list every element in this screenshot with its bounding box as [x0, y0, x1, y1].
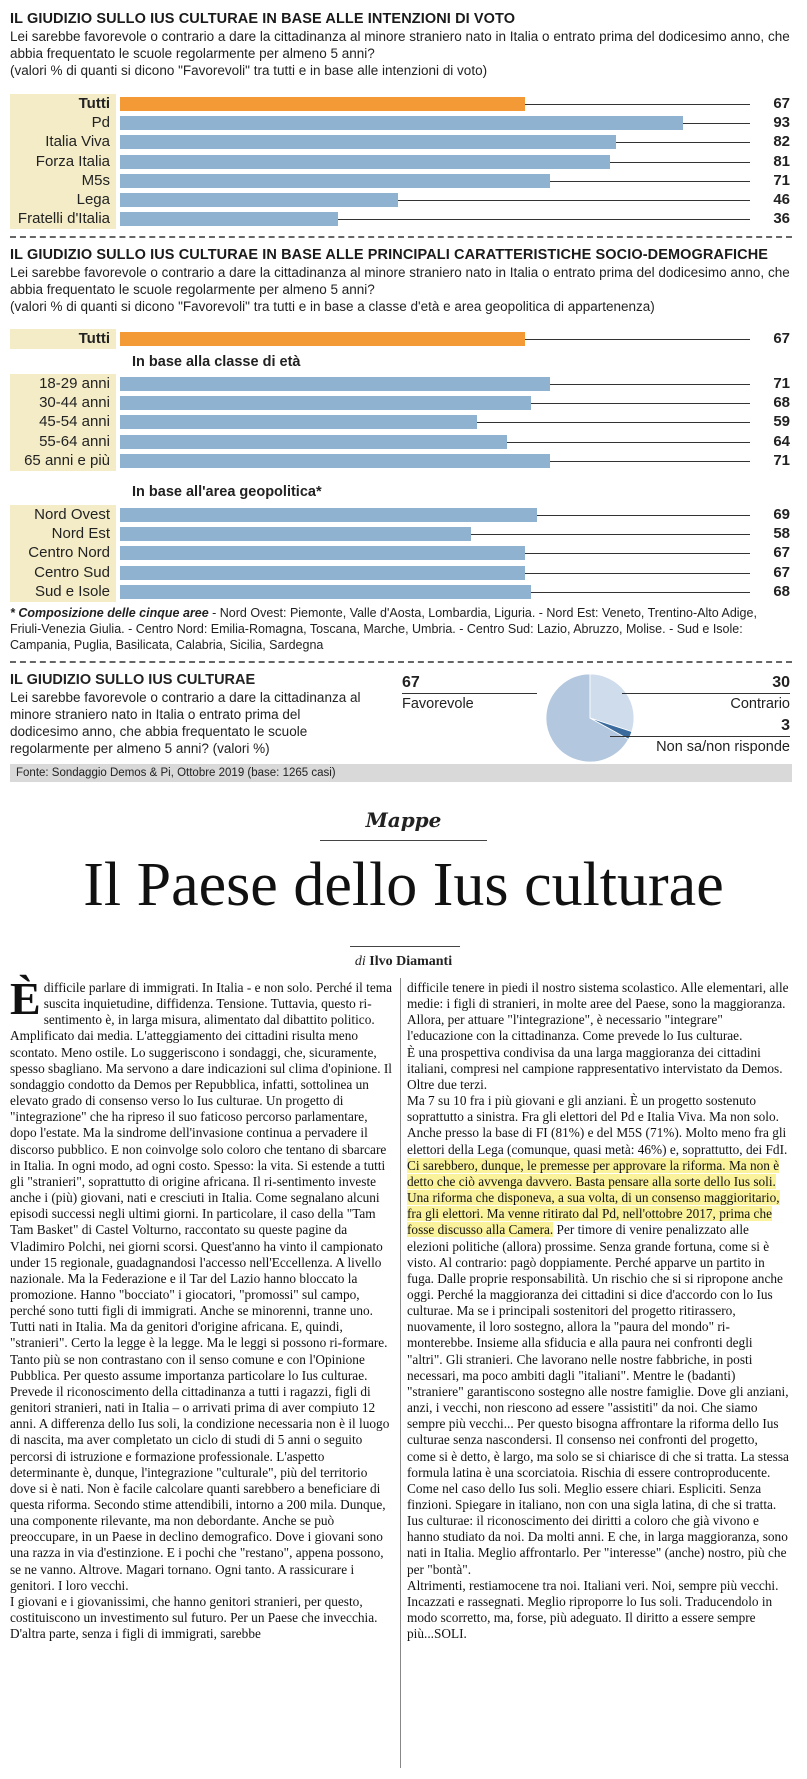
pie-chart [535, 672, 645, 764]
chart2-area-value-0: 69 [773, 506, 790, 523]
chart1-row-3 [10, 152, 790, 172]
divider-1 [10, 236, 792, 238]
byline-author: Ilvo Diamanti [369, 954, 453, 969]
chart1-label-6: Fratelli d'Italia [10, 209, 116, 229]
chart2-title: IL GIUDIZIO SULLO IUS CULTURAE IN BASE ALLE PRINCIPALI CARATTERISTICHE SOCIO-DEMOGRAFICHE [10, 247, 769, 263]
chart1-bar-6 [120, 212, 338, 226]
chart2-area-row-2 [10, 543, 790, 563]
chart2-area-row-1 [10, 524, 790, 544]
col1-paragraph-1 [10, 973, 393, 1594]
chart2-age-row-3 [10, 432, 790, 452]
chart2-area-value-3: 67 [773, 563, 790, 581]
pie-leader-nonsa [610, 736, 790, 737]
chart2-area-bar-0 [120, 508, 537, 522]
chart2-age-bar-3 [120, 435, 507, 449]
pie-value-nonsa: 3 [781, 717, 790, 734]
chart2-area-label-1: Nord Est [10, 524, 116, 544]
chart1-row-5 [10, 190, 790, 210]
chart2-age-row-0 [10, 374, 790, 394]
chart1-value-0: 67 [773, 95, 790, 112]
chart3-text [10, 672, 370, 757]
chart2-total-bar-0 [120, 332, 525, 346]
areas-footnote [10, 605, 790, 653]
chart2-age-row-4 [10, 451, 790, 471]
chart2-area-bar-1 [120, 527, 471, 541]
pie-label-favorevole: Favorevole [402, 696, 474, 712]
chart1-leader-6 [338, 219, 750, 220]
chart-pie-overall [10, 672, 792, 764]
chart2-area-row-3 [10, 563, 790, 583]
chart2-age-value-0: 71 [773, 375, 790, 392]
chart1-bar-3 [120, 155, 610, 169]
chart2-area-label-4: Sud e Isole [10, 582, 116, 602]
pie-label-contrario: Contrario [730, 696, 790, 712]
area-group-title: In base all'area geopolitica* [132, 484, 322, 500]
chart2-area-bar-2 [120, 546, 525, 560]
byline-prefix: di [354, 954, 366, 969]
column-rule [400, 978, 401, 1768]
chart1-value-5: 46 [773, 191, 790, 208]
chart1-row-6 [10, 209, 790, 229]
pie-label-nonsa: Non sa/non risponde [656, 739, 790, 755]
chart2-area-leader-0 [537, 515, 750, 516]
pie-value-favorevole: 67 [402, 674, 420, 691]
chart1-leader-0 [525, 104, 750, 105]
chart2-age-label-3: 55-64 anni [10, 432, 116, 452]
chart1-bar-5 [120, 193, 398, 207]
chart2-area-value-2: 67 [773, 544, 790, 562]
drop-cap: È [10, 973, 41, 1024]
chart2-age-value-2: 59 [773, 413, 790, 431]
chart1-row-2 [10, 132, 790, 152]
chart2-area-bar-3 [120, 566, 525, 580]
chart2-question: Lei sarebbe favorevole o contrario a dare la cittadinanza al minore straniero nato in Italia o entrato prima del dodicesimo anno, che abbia frequentato le scuole regolarmente per almeno 5 anni? [10, 265, 790, 297]
pie-leader-contrario [622, 693, 790, 694]
col2-p4-text: Per timore di venire penalizzato alle elezioni politiche (allora) prossime. Senza grande fortuna, come si è visto. Al contrario: pagò doppiamente. Perché apparve un partito in fuga. Dalle proprie responsabilità. Un rischio che si si ripropone anche oggi. Perché la maggioranza dei cittadini si dice d'accordo con lo Ius culturae. Ma se i principali sostenitori del progetto ritirassero, nuovamente, il loro sostegno, allora la "paura del mondo" ri-monterebbe. Insieme alla sfiducia e alla paura nei confronti degli "altri". Gli stranieri. Che lavorano nelle nostre fabbriche, in posti necessari, ma poco ambiti dagli "italiani". Mentre le (badanti) "straniere" garantiscono sostegno alle nostre famiglie. Dove gli anziani, anzi, i vecchi, non riescono ad essere "assistiti" da noi. Che siamo sempre più vecchi... Per questo bisogna affrontare la riforma dello Ius culturae senza nascondersi. Il consenso nei confronti del progetto, come si è detto, è largo, ma solo se si chiarisce di che si tratta. La stessa formula latina è una scorciatoia. Rischia di essere controproducente. Come nel caso dello Ius soli. Meglio essere chiari. Espliciti. Senza finzioni. Spiegare in italiano, non con una sigla latina, di che si tratta. Ius culturae: il riconoscimento dei diritti a coloro che già vivono e hanno studiato da noi. Da molti anni. E che, in larga maggioranza, sono nati in Italia. Meglio affrontarlo. Per "interesse" (anche) nostro, più che per "bontà". [407, 1222, 789, 1577]
chart2-area-bar-4 [120, 585, 531, 599]
chart1-label-3: Forza Italia [10, 152, 116, 172]
chart2-age-label-2: 45-54 anni [10, 412, 116, 432]
chart2-area-leader-4 [531, 592, 750, 593]
article-column-1 [10, 973, 393, 1642]
chart2-total-leader-0 [525, 339, 750, 340]
chart1-value-6: 36 [773, 210, 790, 228]
chart2-area-leader-3 [525, 573, 750, 574]
headline: Il Paese dello Ius culturae [83, 851, 724, 919]
chart1-question: Lei sarebbe favorevole o contrario a dare la cittadinanza al minore straniero nato in Italia o entrato prima del dodicesimo anno, che abbia frequentato le scuole regolarmente per almeno 5 anni? [10, 29, 790, 61]
chart1-title: IL GIUDIZIO SULLO IUS CULTURAE IN BASE ALLE INTENZIONI DI VOTO [10, 11, 516, 27]
chart1-row-4 [10, 171, 790, 191]
chart2-age-value-4: 71 [773, 451, 790, 469]
chart2-age-leader-0 [550, 384, 750, 385]
highlighted-text: Ci sarebbero, dunque, le premesse per approvare la riforma. Ma non è detto che ciò avvenga davvero. Basta pensare alla sorte dello Ius soli. Una riforma che disponeva, a sua volta, di un consenso maggioritario, fra gli elettori. Ma venne ritirato dal Pd, nell'ottobre 2017, prima che fosse discusso alla Camera. [407, 1157, 780, 1238]
chart1-bar-1 [120, 116, 683, 130]
chart2-age-row-1 [10, 393, 790, 413]
chart1-bar-4 [120, 174, 550, 188]
chart1-leader-3 [610, 162, 750, 163]
age-group-title: In base alla classe di età [132, 354, 301, 370]
chart2-age-value-1: 68 [773, 394, 790, 412]
chart2-age-label-4: 65 anni e più [10, 451, 116, 471]
chart1-leader-2 [616, 142, 750, 143]
chart1-leader-5 [398, 200, 750, 201]
chart-sociodemographic [10, 246, 790, 315]
section-kicker: Mappe [365, 808, 442, 832]
chart2-area-label-3: Centro Sud [10, 563, 116, 583]
chart1-value-2: 82 [773, 133, 790, 151]
chart2-age-bar-0 [120, 377, 550, 391]
chart2-age-bar-2 [120, 415, 477, 429]
chart1-bar-2 [120, 135, 616, 149]
col2-paragraph-2: È una prospettiva condivisa da una larga maggioranza dei cittadini italiani, compresi nel campione rappresentativo intervistato da Demos. Oltre due terzi. [407, 1044, 783, 1092]
chart-voting-intentions [10, 10, 790, 79]
col2-paragraph-3: Ma 7 su 10 fra i più giovani e gli anziani. È un progetto sostenuto soprattutto a sinistra. Fra gli elettori del Pd e Italia Viva. Ma non solo. Anche presso la base di FI (81%) e del M5S (71%). Molto meno fra gli elettori della Lega (comunque, quasi metà: 46%) e, soprattutto, dei FdI. [407, 1093, 788, 1157]
chart2-area-row-4 [10, 582, 790, 602]
chart1-row-1 [10, 113, 790, 133]
kicker-rule [320, 840, 487, 841]
chart2-age-bar-4 [120, 454, 550, 468]
chart1-note: (valori % di quanti si dicono "Favorevoli" tra tutti e in base alle intenzioni di voto) [10, 63, 488, 78]
pie-leader-favorevole [402, 693, 537, 694]
chart2-area-row-0 [10, 505, 790, 525]
byline-rule [350, 946, 460, 947]
chart2-age-leader-2 [477, 422, 750, 423]
chart2-age-bar-1 [120, 396, 531, 410]
col2-paragraph-4 [407, 1158, 789, 1578]
chart2-age-value-3: 64 [773, 432, 790, 450]
source-note: Fonte: Sondaggio Demos & Pi, Ottobre 2019 (base: 1265 casi) [10, 764, 792, 782]
chart2-age-leader-4 [550, 461, 750, 462]
chart1-label-4: M5s [10, 171, 116, 191]
chart2-area-label-2: Centro Nord [10, 543, 116, 563]
chart1-label-5: Lega [10, 190, 116, 210]
chart3-title: IL GIUDIZIO SULLO IUS CULTURAE [10, 672, 256, 688]
chart1-label-1: Pd [10, 113, 116, 133]
chart2-age-leader-3 [507, 442, 750, 443]
chart2-area-label-0: Nord Ovest [10, 505, 116, 525]
chart1-leader-1 [683, 123, 750, 124]
col1-paragraph-2: I giovani e i giovanissimi, che hanno genitori stranieri, per questo, costituiscono un investimento sul futuro. Per un Paese che invecchia. D'altra parte, senza i figli di immigrati, sarebbe [10, 1593, 378, 1642]
col2-paragraph-5: Altrimenti, restiamocene tra noi. Italiani veri. Noi, sempre più vecchi. Incazzati e rassegnati. Meglio riproporre lo Ius soli. Traducendolo in modo scorretto, ma, forse, più adeguato. Il diritto a essere sempre più...SOLI. [407, 1577, 779, 1642]
chart1-label-0: Tutti [10, 94, 116, 114]
chart2-age-label-1: 30-44 anni [10, 393, 116, 413]
chart2-age-label-0: 18-29 anni [10, 374, 116, 394]
chart1-value-1: 93 [773, 114, 790, 132]
chart2-total-value-0: 67 [773, 330, 790, 347]
chart2-area-leader-1 [471, 534, 750, 535]
chart2-area-value-1: 58 [773, 525, 790, 543]
pie-value-contrario: 30 [772, 674, 790, 691]
chart1-value-4: 71 [773, 171, 790, 189]
col1-p1-text: difficile parlare di immigrati. In Italia - e non solo. Perché il tema suscita inquietudine, diffidenza. Tensione. Tuttavia, questo ri-sentimento è, in larga misura, alimentato dal dibattito politico. Amplificato dai media. L'atteggiamento dei cittadini risulta meno scontato. Meno ostile. Lo suggeriscono i sondaggi, che, sicuramente, spesso sbagliano. Ma servono a dare indicazioni sul clima d'opinione. Il sondaggio condotto da Demos per Repubblica, infatti, sottolinea un elevato grado di consenso verso lo Ius culturae. Un progetto di "integrazione" che ha ripreso il suo faticoso percorso parlamentare, dopo l'estate. Ma la sindrome dell'invasione continua a pervadere il discorso pubblico. E non coinvolge solo coloro che tentano di sbarcare in Italia. In ogni modo, ad ogni costo. Spesso: la vita. Si estende a tutti gli "stranieri", soprattutto di origine africana. Il ri-sentimento investe anche i (più) giovani, nati e cresciuti in Italia. Come segnalano alcuni episodi successi negli ultimi giorni. In particolare, il caso della "Tam Tam Basket" di Castel Volturno, raccontato su queste pagine da Vladimiro Polchi, nei giorni scorsi. Quest'anno ha vinto il campionato under 15 regionale, guadagnandosi l'accesso nell'Eccellenza. A livello nazionale. Ma la Federazione e il Tar del Lazio hanno bloccato la promozione. Hanno "bocciato" i giocatori, "promossi" sul campo, perché sono tutti figli di immigrati. Anche se minorenni, tranne uno. Tutti nati in Italia. Ma da genitori d'origine africana. E, quindi, "stranieri". Certo la legge è la legge. Ma le leggi si possono ri-formare. Tanto più se non contrastano con il senso comune e con l'Opinione Pubblica. Per questo assume importanza particolare lo Ius culturae. Prevede il riconoscimento della cittadinanza a tutti i ragazzi, figli di genitori stranieri, nati in Italia – o arrivati prima di aver compiuto 12 anni. A differenza dello Ius soli, la condizione necessaria non è il luogo di nascita, ma aver completato un ciclo di studi di 5 anni o seguito percorsi di istruzione e formazione professionale. L'aspetto determinante è, dunque, l'integrazione "culturale", più del territorio dove si è nati. Non è facile calcolare quanti sarebbero a beneficiare di questa riforma. Secondo stime attendibili, intorno a 200 mila. Dunque, una componente rilevante, ma non debordante. Anche se può preoccupare, in un Paese in declino demografico. Dove i giovani sono una razza in via d'estinzione. E i pochi che "restano", appena possono, se ne vanno. Altrove. Magari tornano. Ogni tanto. A rassicurare i genitori. I loro vecchi. [10, 980, 393, 1593]
chart2-area-leader-2 [525, 553, 750, 554]
chart1-leader-4 [550, 181, 750, 182]
chart2-age-leader-1 [531, 403, 750, 404]
chart2-note: (valori % di quanti si dicono "Favorevoli" tra tutti e in base a classe d'età e area geopolitica di appartenenza) [10, 299, 655, 314]
footnote-title: * Composizione delle cinque aree [10, 606, 209, 620]
chart3-question: Lei sarebbe favorevole o contrario a dare la cittadinanza al minore straniero nato in Italia o entrato prima del dodicesimo anno, che abbia frequentato le scuole regolarmente per almeno 5 anni? (valori %) [10, 690, 361, 756]
chart1-row-0 [10, 94, 790, 114]
chart2-total-label-0: Tutti [10, 329, 116, 349]
chart1-value-3: 81 [773, 152, 790, 170]
chart2-age-row-2 [10, 412, 790, 432]
divider-2 [10, 661, 792, 663]
chart2-total-row-0 [10, 329, 790, 349]
chart1-label-2: Italia Viva [10, 132, 116, 152]
chart1-bar-0 [120, 97, 525, 111]
byline [0, 954, 807, 970]
col2-paragraph-1: difficile tenere in piedi il nostro sistema scolastico. Alle elementari, alle medie: i figli di stranieri, in molte aree del Paese, sono la maggioranza. Allora, per attuare "l'integrazione", è necessario "integrare" l'educazione con la cittadinanza. Come prevede lo Ius culturae. [407, 980, 789, 1044]
footnote-text: - Nord Ovest: Piemonte, Valle d'Aosta, Lombardia, Liguria. - Nord Est: Veneto, Trentino-Alto Adige, Friuli-Venezia Giulia. - Centro Nord: Emilia-Romagna, Toscana, Marche, Umbria. - Centro Sud: Lazio, Abruzzo, Molise. - Sud e Isole: Campania, Puglia, Basilicata, Calabria, Sicilia, Sardegna [10, 606, 757, 652]
chart2-area-value-4: 68 [773, 582, 790, 600]
article-column-2 [407, 980, 789, 1642]
